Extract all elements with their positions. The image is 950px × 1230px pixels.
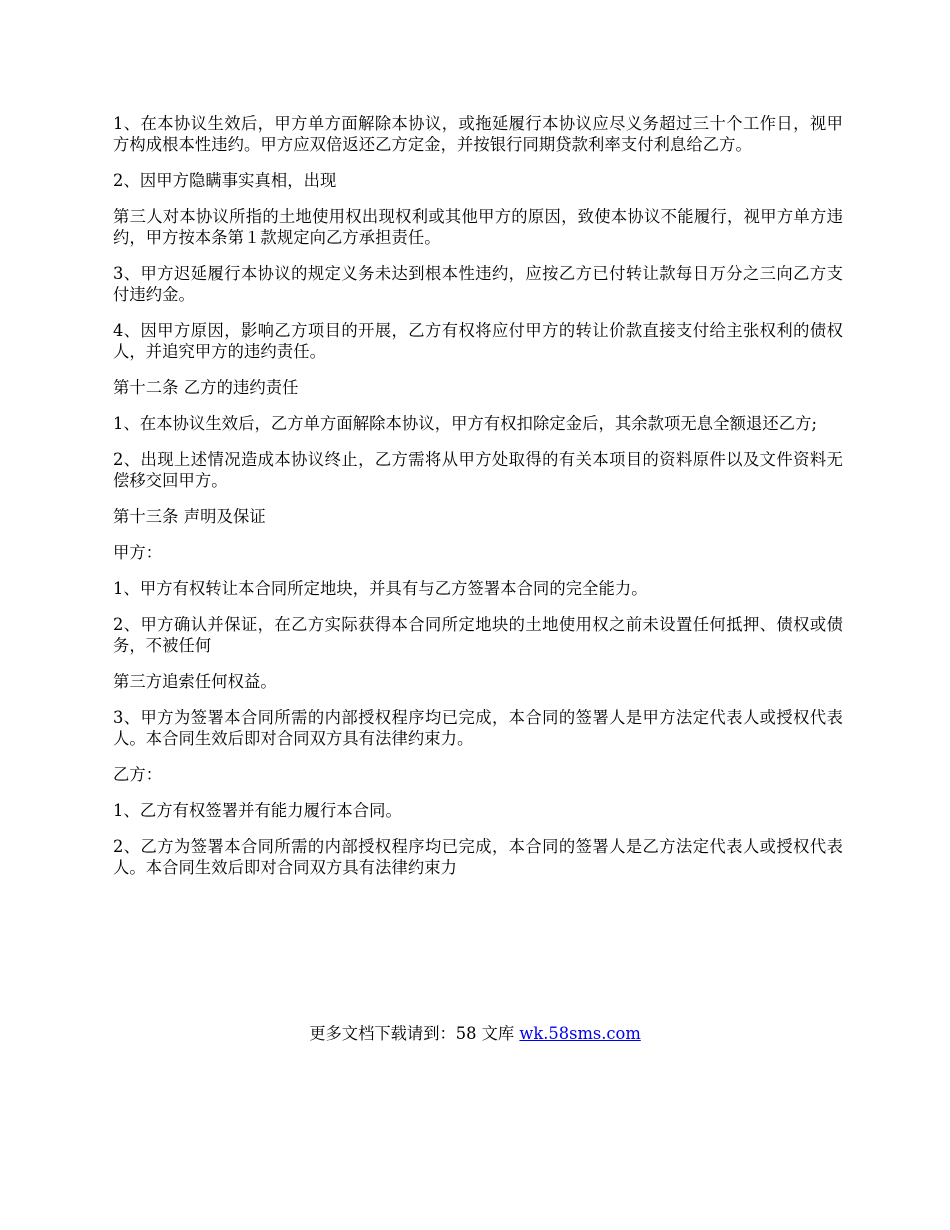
clause-paragraph: 3、甲方迟延履行本协议的规定义务未达到根本性违约，应按乙方已付转让款每日万分之三向乙方支付违约金。: [113, 264, 843, 304]
footer-link[interactable]: wk.58sms.com: [519, 1024, 641, 1043]
clause-paragraph: 2、因甲方隐瞒事实真相，出现: [113, 171, 337, 190]
party-label: 甲方：: [113, 543, 163, 562]
clause-paragraph: 2、乙方为签署本合同所需的内部授权程序均已完成，本合同的签署人是乙方法定代表人或授权代表人。本合同生效后即对合同双方具有法律约束力: [113, 837, 843, 877]
clause-paragraph: 1、在本协议生效后，乙方单方面解除本协议，甲方有权扣除定金后，其余款项无息全额退还乙方;: [113, 414, 818, 433]
clause-paragraph: 第三人对本协议所指的土地使用权出现权利或其他甲方的原因，致使本协议不能履行，视甲方单方违约，甲方按本条第１款规定向乙方承担责任。: [113, 207, 843, 247]
clause-paragraph: 1、乙方有权签署并有能力履行本合同。: [113, 801, 402, 820]
footer-text: 更多文档下载请到：58 文库: [309, 1024, 520, 1043]
clause-paragraph: 1、在本协议生效后，甲方单方面解除本协议，或拖延履行本协议应尽义务超过三十个工作日，视甲方构成根本性违约。甲方应双倍返还乙方定金，并按银行同期贷款利率支付利息给乙方。: [113, 114, 843, 154]
document-body: [113, 113, 843, 893]
footer: [0, 1023, 950, 1044]
party-label: 乙方：: [113, 765, 163, 784]
clause-paragraph: 第三方追索任何权益。: [113, 672, 277, 691]
clause-paragraph: 3、甲方为签署本合同所需的内部授权程序均已完成，本合同的签署人是甲方法定代表人或授权代表人。本合同生效后即对合同双方具有法律约束力。: [113, 708, 843, 748]
section-heading: 第十三条 声明及保证: [113, 507, 266, 526]
clause-paragraph: 2、出现上述情况造成本协议终止，乙方需将从甲方处取得的有关本项目的资料原件以及文件资料无偿移交回甲方。: [113, 450, 843, 490]
clause-paragraph: 4、因甲方原因，影响乙方项目的开展，乙方有权将应付甲方的转让价款直接支付给主张权利的债权人，并追究甲方的违约责任。: [113, 321, 843, 361]
clause-paragraph: 1、甲方有权转让本合同所定地块，并具有与乙方签署本合同的完全能力。: [113, 579, 648, 598]
clause-paragraph: 2、甲方确认并保证，在乙方实际获得本合同所定地块的土地使用权之前未设置任何抵押、债权或债务，不被任何: [113, 615, 843, 655]
section-heading: 第十二条 乙方的违约责任: [113, 378, 299, 397]
